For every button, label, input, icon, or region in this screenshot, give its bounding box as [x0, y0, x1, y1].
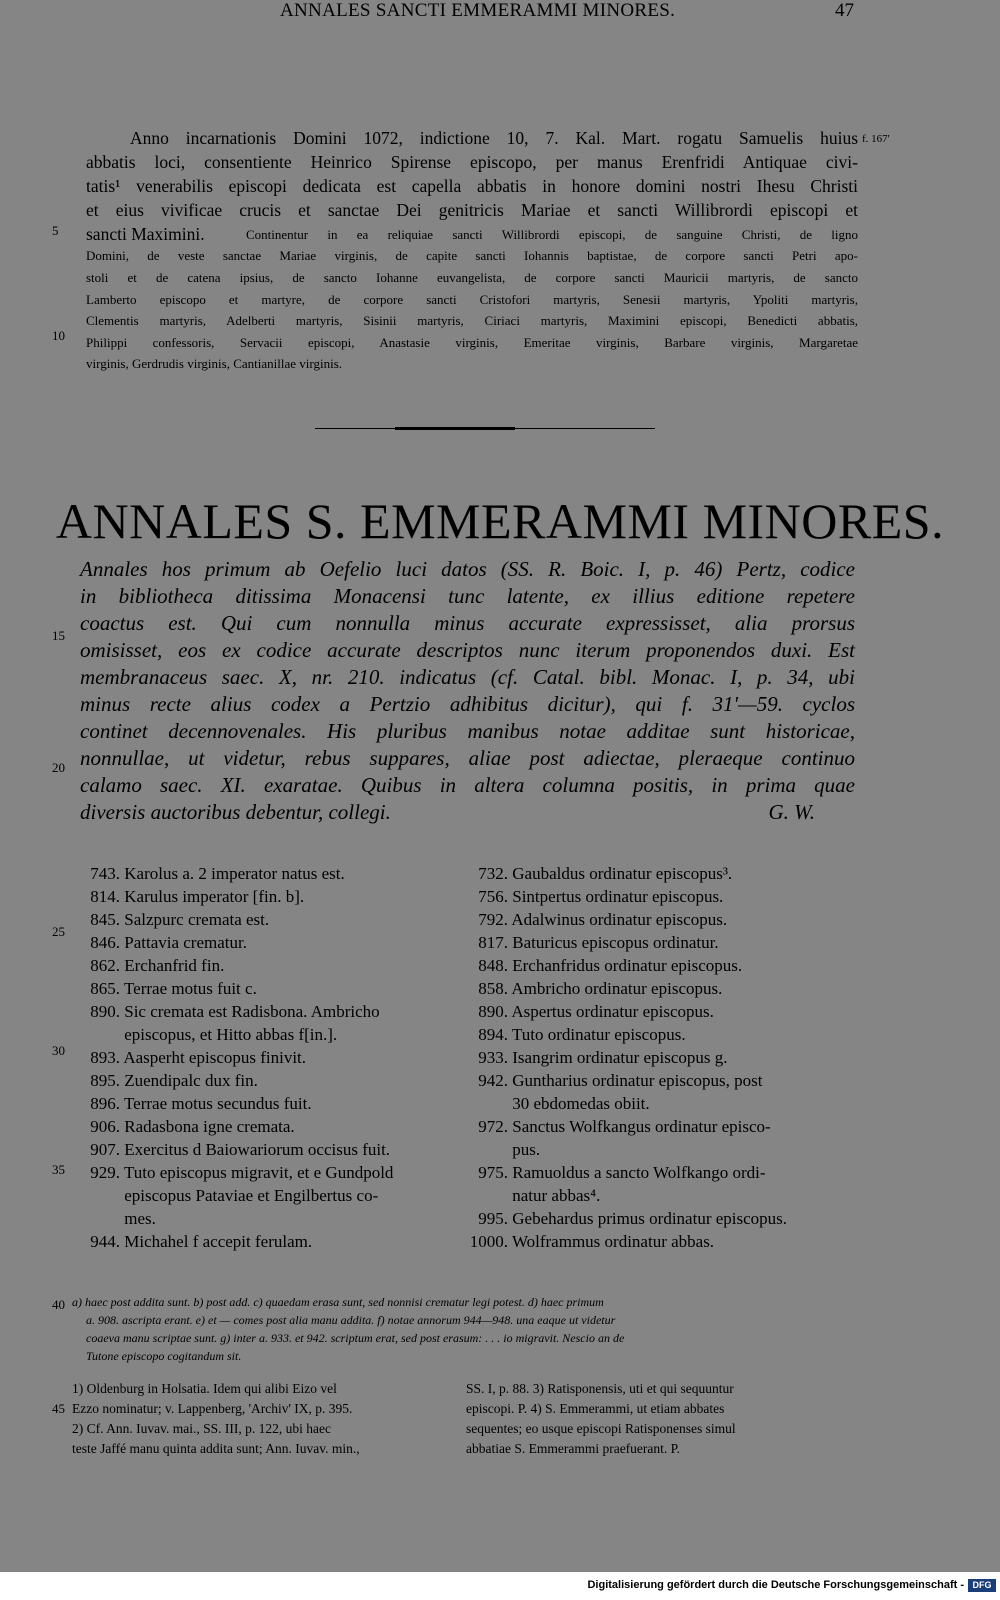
section-divider	[315, 427, 655, 430]
text-line: Philippi confessoris, Servacii episcopi, Anastasie virginis, Emeritae virginis, Barbare virginis, Margaretae	[86, 335, 858, 350]
annal-entry: pus.	[512, 1140, 541, 1159]
intro-last-line	[80, 800, 815, 825]
annal-entry: natur abbas⁴.	[512, 1186, 601, 1205]
annal-entry: 933. Isangrim ordinatur episcopus g.	[478, 1048, 728, 1067]
page-number: 47	[835, 0, 854, 21]
section-title: ANNALES S. EMMERAMMI MINORES.	[55, 493, 945, 549]
annal-entry: 907. Exercitus d Baiowariorum occisus fuit.	[90, 1140, 391, 1159]
footnote-line: SS. I, p. 88. 3) Ratisponensis, uti et qui sequuntur	[466, 1381, 734, 1396]
running-header	[0, 0, 1000, 28]
divider-thick-line	[395, 427, 515, 430]
line-number: 25	[52, 924, 65, 939]
text-line: nonnullae, ut videtur, rebus suppares, aliae post adiectae, pleraeque continuo	[80, 746, 855, 770]
annal-entry: 862. Erchanfrid fin.	[90, 956, 225, 975]
line-number: 20	[52, 760, 65, 775]
text-line: sancti Maximini.	[86, 224, 205, 244]
annal-entry: 896. Terrae motus secundus fuit.	[90, 1094, 312, 1113]
annal-entry: 944. Michahel f accepit ferulam.	[90, 1232, 313, 1251]
annal-entry: episcopus Pataviae et Engilbertus co-	[124, 1186, 379, 1205]
annals-left-column	[62, 864, 393, 1255]
line-number: 35	[52, 1162, 65, 1177]
footnote-line: abbatiae S. Emmerammi praefuerant. P.	[466, 1441, 681, 1456]
line-number: 5	[52, 223, 59, 238]
annal-entry: 906. Radasbona igne cremata.	[90, 1117, 295, 1136]
annal-entry: 865. Terrae motus fuit c.	[90, 979, 257, 998]
text-line: omisisset, eos ex codice accurate descriptos nunc iterum proponendos duxi. Est	[80, 638, 855, 662]
line-number: 30	[52, 1043, 65, 1058]
text-line: virginis, Gerdrudis virginis, Cantianillae virginis.	[86, 356, 343, 371]
folio-margin-note: f. 167'	[862, 133, 890, 145]
digitization-footer	[0, 1572, 1000, 1600]
annal-entry: 890. Sic cremata est Radisbona. Ambricho	[90, 1002, 380, 1021]
author-signature: G. W.	[768, 800, 815, 824]
text-line: tatis¹ venerabilis episcopi dedicata est capella abbatis in honore domini nostri Ihesu Christi	[86, 176, 858, 196]
annal-entry: 732. Gaubaldus ordinatur episcopus³.	[478, 864, 733, 883]
annal-entry: 894. Tuto ordinatur episcopus.	[478, 1025, 686, 1044]
dfg-logo: DFG	[968, 1579, 996, 1592]
annal-entry: 814. Karulus imperator [fin. b].	[90, 887, 305, 906]
text-line: abbatis loci, consentiente Heinrico Spirense episcopo, per manus Erenfridi Antiquae civi-	[86, 152, 858, 172]
annal-entry: mes.	[124, 1209, 156, 1228]
running-title: ANNALES SANCTI EMMERAMMI MINORES.	[280, 0, 676, 21]
text-line: minus recte alius codex a Pertzio adhibitus dicitur), qui f. 31'—59. cyclos	[80, 692, 855, 716]
annal-entry: 942. Guntharius ordinatur episcopus, post	[478, 1071, 763, 1090]
text-line: Continentur in ea reliquiae sancti Willibrordi episcopi, de sanguine Christi, de ligno	[246, 227, 858, 242]
apparatus-line: a) haec post addita sunt. b) post add. c) quaedam erasa sunt, sed nonnisi crematur legi potest. d) haec primum	[72, 1295, 604, 1309]
funding-credit: Digitalisierung gefördert durch die Deutsche Forschungsgemeinschaft -	[587, 1579, 964, 1591]
text-line: stoli et de catena ipsius, de sancto Iohanne euvangelista, de corpore sancti Mauricii martyris, de sancto	[86, 270, 858, 285]
text-line: continet decennovenales. His pluribus manibus notae additae sunt historicae,	[80, 719, 855, 743]
annal-entry: 858. Ambricho ordinatur episcopus.	[478, 979, 723, 998]
line-number: 40	[52, 1297, 65, 1312]
text-line: Clementis martyris, Adelberti martyris, Sisinii martyris, Ciriaci martyris, Maximini episcopi, Benedicti abbatis,	[86, 313, 858, 328]
annal-entry: 756. Sintpertus ordinatur episcopus.	[478, 887, 724, 906]
text-line: Lamberto episcopo et martyre, de corpore sancti Cristofori martyris, Senesii martyris, Ypoliti martyris,	[86, 292, 858, 307]
annal-entry: 893. Aasperht episcopus finivit.	[90, 1048, 307, 1067]
line-number: 10	[52, 328, 65, 343]
line-number: 15	[52, 628, 65, 643]
text-line: et eius vivificae crucis et sanctae Dei genitricis Mariae et sancti Willibrordi episcopi et	[86, 200, 858, 220]
footnote-line: sequentes; eo usque episcopi Ratisponenses simul	[466, 1421, 736, 1436]
annal-entry: 929. Tuto episcopus migravit, et e Gundpold	[90, 1163, 394, 1182]
annal-entry: 845. Salzpurc cremata est.	[90, 910, 270, 929]
annal-entry: 890. Aspertus ordinatur episcopus.	[478, 1002, 714, 1021]
annal-entry: 975. Ramuoldus a sancto Wolfkango ordi-	[478, 1163, 766, 1182]
annal-entry: 1000. Wolframmus ordinatur abbas.	[469, 1232, 715, 1251]
line-number: 45	[52, 1401, 65, 1416]
apparatus-line: coaeva manu scriptae sunt. g) inter a. 933. et 942. scriptum erat, sed post erasum: . . . io migravit. Nescio an de	[86, 1331, 625, 1345]
annal-entry: 846. Pattavia crematur.	[90, 933, 247, 952]
text-line: coactus est. Qui cum nonnulla minus accurate expressisset, alia prorsus	[80, 611, 855, 635]
footnote-line: 1) Oldenburg in Holsatia. Idem qui alibi Eizo vel	[72, 1381, 337, 1396]
footnote-line: Ezzo nominatur; v. Lappenberg, 'Archiv' IX, p. 395.	[72, 1401, 353, 1416]
annal-entry: 972. Sanctus Wolfkangus ordinatur episco-	[478, 1117, 771, 1136]
annal-entry: 817. Baturicus episcopus ordinatur.	[478, 933, 719, 952]
footnote-line: 2) Cf. Ann. Iuvav. mai., SS. III, p. 122, ubi haec	[72, 1421, 331, 1436]
annal-entry: 848. Erchanfridus ordinatur episcopus.	[478, 956, 743, 975]
text-line: Anno incarnationis Domini 1072, indictione 10, 7. Kal. Mart. rogatu Samuelis huius	[130, 128, 858, 148]
annal-entry: 30 ebdomedas obiit.	[512, 1094, 650, 1113]
annal-entry: episcopus, et Hitto abbas f[in.].	[124, 1025, 338, 1044]
annal-entry: 743. Karolus a. 2 imperator natus est.	[90, 864, 345, 883]
annal-entry: 792. Adalwinus ordinatur episcopus.	[478, 910, 728, 929]
annal-entry: 895. Zuendipalc dux fin.	[90, 1071, 258, 1090]
text-line: diversis auctoribus debentur, collegi.	[80, 800, 391, 824]
annals-right-column	[462, 864, 787, 1255]
footnote-line: teste Jaffé manu quinta addita sunt; Ann. Iuvav. min.,	[72, 1441, 360, 1456]
text-line: Annales hos primum ab Oefelio luci datos (SS. R. Boic. I, p. 46) Pertz, codice	[80, 557, 855, 581]
text-line: membranaceus saec. X, nr. 210. indicatus (cf. Catal. bibl. Monac. I, p. 34, ubi	[80, 665, 855, 689]
text-line: Domini, de veste sanctae Mariae virginis, de capite sancti Iohannis baptistae, de corpore sancti Petri apo-	[86, 248, 858, 263]
apparatus-line: Tutone episcopo cogitandum sit.	[86, 1349, 242, 1363]
text-line: in bibliotheca ditissima Monacensi tunc latente, ex illius editione repetere	[80, 584, 855, 608]
text-line: calamo saec. XI. exaratae. Quibus in altera columna positis, in prima quae	[80, 773, 855, 797]
apparatus-line: a. 908. ascripta erant. e) et — comes post alia manu addita. f) notae annorum 944—948. una eaque ut videtur	[86, 1313, 616, 1327]
annal-entry: 995. Gebehardus primus ordinatur episcopus.	[478, 1209, 788, 1228]
footnote-line: episcopi. P. 4) S. Emmerammi, ut etiam abbates	[466, 1401, 725, 1416]
